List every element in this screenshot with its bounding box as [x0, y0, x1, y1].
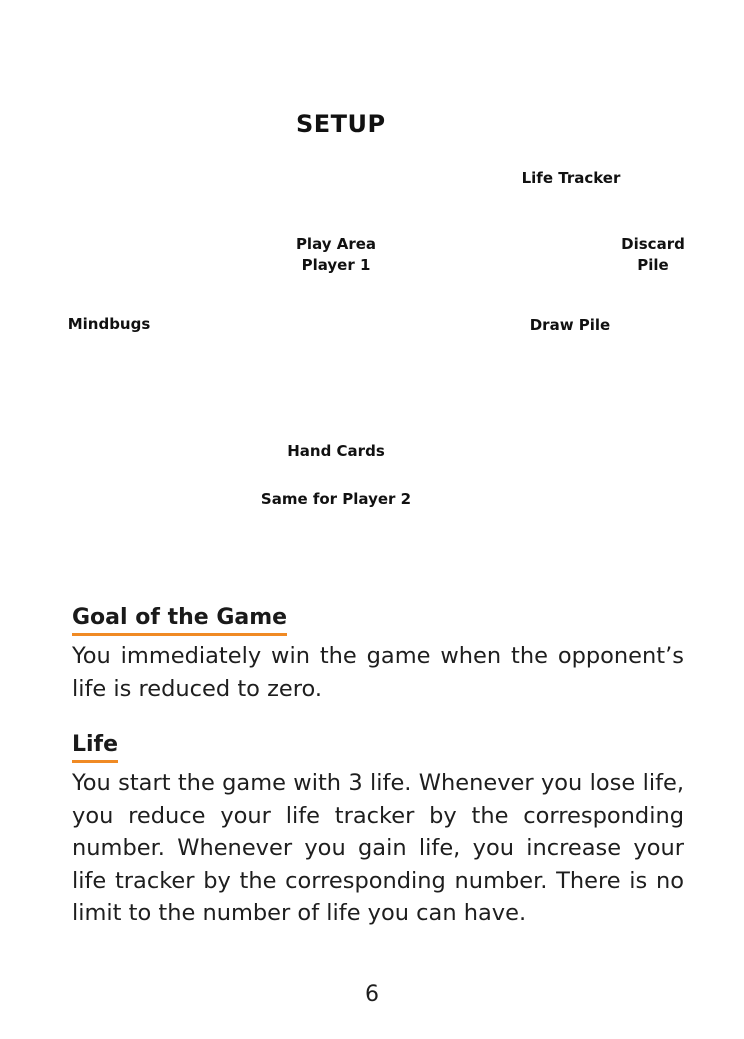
page-number: 6 [365, 982, 379, 1007]
life-body: You start the game with 3 life. Whenever you lose life, you reduce your life tracker by the corresponding number. Whenever you gain life, you increase your life tracker by the corresponding number. There is no limit to the number of life you can have. [72, 770, 684, 926]
setup-title: SETUP [296, 110, 386, 138]
hand-cards-label: Hand Cards [287, 442, 385, 460]
life-heading: Life [72, 730, 118, 763]
goal-heading: Goal of the Game [72, 603, 287, 636]
life-section [72, 730, 684, 930]
discard-pile-label-line2: Pile [637, 256, 669, 274]
play-area-label-line2: Player 1 [301, 256, 371, 274]
draw-pile-label: Draw Pile [529, 316, 611, 334]
play-area-label-line1: Play Area [295, 235, 377, 253]
life-tracker-label: Life Tracker [521, 169, 621, 187]
play-area-label [276, 234, 396, 276]
mindbugs-label: Mindbugs [67, 315, 151, 333]
goal-section [72, 603, 684, 705]
discard-pile-label [612, 234, 694, 276]
discard-pile-label-line1: Discard [621, 235, 685, 253]
same-for-player2-label: Same for Player 2 [260, 490, 412, 508]
goal-body: You immediately win the game when the opponent’s life is reduced to zero. [72, 643, 684, 702]
